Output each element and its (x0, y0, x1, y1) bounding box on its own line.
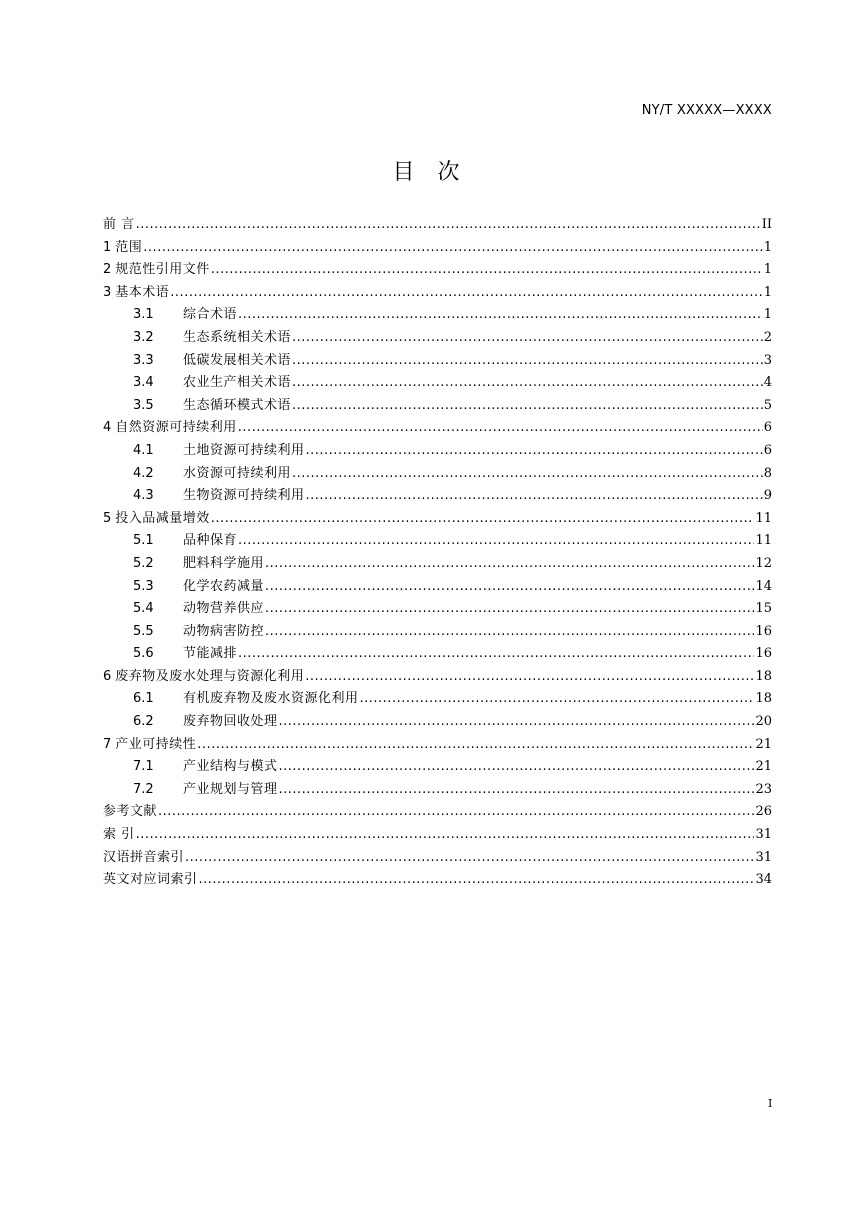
toc-entry[interactable] (103, 847, 772, 870)
toc-entry[interactable] (103, 259, 772, 282)
toc-entry-number: 1 (103, 239, 112, 255)
toc-entry-number: 6 (103, 668, 112, 684)
toc-entry-page: 3 (763, 352, 772, 368)
dot-leader (292, 350, 763, 373)
toc-entry-label: 低碳发展相关术语 (183, 352, 292, 368)
dot-leader (211, 508, 755, 531)
dot-leader (143, 237, 762, 260)
toc-entry[interactable] (103, 508, 772, 531)
toc-entry-page: 1 (763, 284, 772, 300)
toc-entry-number: 7 (103, 736, 112, 752)
table-of-contents (103, 214, 772, 892)
toc-entry-page: 20 (755, 714, 772, 730)
toc-entry[interactable] (103, 214, 772, 237)
dot-leader (306, 485, 763, 508)
dot-leader (136, 824, 755, 847)
toc-entry-number: 3.5 (133, 397, 154, 413)
toc-entry-number: 2 (103, 262, 112, 278)
dot-leader (306, 440, 763, 463)
toc-entry[interactable] (103, 734, 772, 757)
toc-entry-number: 4 (103, 420, 112, 436)
toc-entry[interactable] (103, 485, 772, 508)
toc-entry-label: 节能减排 (183, 646, 238, 662)
toc-entry-number: 4.3 (133, 488, 154, 504)
toc-entry-label: 生态系统相关术语 (183, 329, 292, 345)
toc-entry-page: 16 (755, 646, 772, 662)
toc-entry-number: 6.1 (133, 691, 154, 707)
toc-entry-label: 土地资源可持续利用 (183, 442, 305, 458)
toc-entry-page: 6 (763, 420, 772, 436)
toc-entry-page: 5 (763, 397, 772, 413)
toc-entry-number: 5.2 (133, 555, 154, 571)
toc-entry-label: 规范性引用文件 (115, 262, 210, 278)
dot-leader (197, 734, 754, 757)
toc-entry[interactable] (103, 688, 772, 711)
toc-entry-label: 投入品减量增效 (115, 510, 210, 526)
toc-entry-number: 5 (103, 510, 112, 526)
toc-entry[interactable] (103, 327, 772, 350)
toc-entry[interactable] (103, 463, 772, 486)
toc-entry-page: 21 (755, 736, 772, 752)
toc-entry-label: 产业结构与模式 (183, 759, 278, 775)
toc-entry-number: 6.2 (133, 714, 154, 730)
dot-leader (265, 621, 754, 644)
toc-entry-page: 11 (755, 510, 772, 526)
toc-entry-number: 5.6 (133, 646, 154, 662)
dot-leader (238, 417, 763, 440)
toc-entry[interactable] (103, 666, 772, 689)
toc-entry-label: 动物病害防控 (183, 623, 265, 639)
toc-entry[interactable] (103, 621, 772, 644)
toc-entry-label: 生物资源可持续利用 (183, 488, 305, 504)
toc-entry-label: 肥料科学施用 (183, 555, 265, 571)
toc-entry[interactable] (103, 576, 772, 599)
dot-leader (199, 869, 755, 892)
toc-entry-page: 31 (755, 849, 772, 865)
dot-leader (238, 304, 763, 327)
toc-entry-page: 12 (755, 555, 772, 571)
toc-entry[interactable] (103, 824, 772, 847)
toc-entry-number: 5.1 (133, 533, 154, 549)
dot-leader (170, 282, 762, 305)
toc-entry-number: 7.2 (133, 781, 154, 797)
dot-leader (185, 847, 754, 870)
toc-entry-page: 26 (755, 804, 772, 820)
toc-entry[interactable] (103, 417, 772, 440)
toc-entry-page: 8 (763, 465, 772, 481)
toc-entry-label: 索 引 (103, 827, 135, 843)
toc-entry[interactable] (103, 530, 772, 553)
toc-entry[interactable] (103, 553, 772, 576)
toc-entry-page: 6 (763, 442, 772, 458)
toc-entry[interactable] (103, 779, 772, 802)
toc-entry[interactable] (103, 643, 772, 666)
toc-entry-page: 15 (755, 601, 772, 617)
toc-entry-page: 9 (763, 488, 772, 504)
page-number: I (768, 1097, 773, 1110)
toc-entry-page: 1 (763, 262, 772, 278)
dot-leader (238, 643, 754, 666)
toc-entry-page: 1 (763, 307, 772, 323)
dot-leader (265, 576, 754, 599)
dot-leader (279, 711, 755, 734)
toc-entry[interactable] (103, 869, 772, 892)
toc-entry-number: 5.4 (133, 601, 154, 617)
toc-entry-page: 34 (755, 872, 772, 888)
toc-entry[interactable] (103, 440, 772, 463)
dot-leader (292, 372, 763, 395)
toc-entry-number: 5.5 (133, 623, 154, 639)
toc-entry[interactable] (103, 237, 772, 260)
toc-entry-page: 21 (755, 759, 772, 775)
toc-entry-label: 水资源可持续利用 (183, 465, 292, 481)
dot-leader (158, 801, 754, 824)
dot-leader (292, 395, 763, 418)
dot-leader (279, 756, 755, 779)
dot-leader (279, 779, 755, 802)
toc-entry-label: 产业可持续性 (115, 736, 197, 752)
toc-entry-label: 废弃物回收处理 (183, 714, 278, 730)
toc-entry-page: 18 (755, 668, 772, 684)
toc-entry-label: 前 言 (103, 217, 135, 232)
toc-entry-number: 7.1 (133, 759, 154, 775)
toc-entry-page: 16 (755, 623, 772, 639)
toc-entry-page: 4 (763, 375, 772, 391)
toc-entry[interactable] (103, 350, 772, 373)
standard-code: NY/T XXXXX—XXXX (641, 103, 772, 118)
toc-entry-label: 基本术语 (115, 284, 170, 300)
toc-entry-label: 农业生产相关术语 (183, 375, 292, 391)
toc-entry[interactable] (103, 711, 772, 734)
toc-entry[interactable] (103, 304, 772, 327)
toc-entry-label: 汉语拼音索引 (103, 849, 185, 865)
toc-entry-number: 3 (103, 284, 112, 300)
toc-entry-label: 废弃物及废水处理与资源化利用 (115, 668, 305, 684)
toc-entry-page: 11 (755, 533, 772, 549)
toc-entry-label: 范围 (115, 239, 143, 255)
toc-entry[interactable] (103, 282, 772, 305)
dot-leader (265, 553, 754, 576)
toc-entry-label: 综合术语 (183, 307, 238, 323)
toc-entry-number: 3.2 (133, 329, 154, 345)
toc-entry-page: 23 (755, 781, 772, 797)
toc-entry-label: 产业规划与管理 (183, 781, 278, 797)
toc-entry-number: 4.2 (133, 465, 154, 481)
toc-entry-page: 1 (763, 239, 772, 255)
toc-entry[interactable] (103, 598, 772, 621)
toc-entry-page: 14 (755, 578, 772, 594)
dot-leader (211, 259, 763, 282)
toc-entry-label: 参考文献 (103, 804, 158, 820)
dot-leader (292, 463, 763, 486)
toc-entry-page: II (761, 217, 772, 232)
toc-entry-label: 动物营养供应 (183, 601, 265, 617)
toc-entry-page: 31 (755, 827, 772, 843)
toc-entry[interactable] (103, 372, 772, 395)
toc-entry-number: 4.1 (133, 442, 154, 458)
toc-entry[interactable] (103, 756, 772, 779)
toc-entry-number: 3.1 (133, 307, 154, 323)
dot-leader (360, 688, 755, 711)
dot-leader (305, 666, 754, 689)
dot-leader (238, 530, 754, 553)
toc-entry-label: 自然资源可持续利用 (115, 420, 237, 436)
toc-entry[interactable] (103, 801, 772, 824)
toc-entry-page: 2 (763, 329, 772, 345)
toc-entry-number: 5.3 (133, 578, 154, 594)
toc-entry-label: 英文对应词索引 (103, 872, 198, 888)
toc-entry-label: 有机废弃物及废水资源化利用 (183, 691, 359, 707)
dot-leader (292, 327, 763, 350)
toc-entry-number: 3.4 (133, 375, 154, 391)
toc-entry-label: 品种保育 (183, 533, 238, 549)
toc-title: 目 次 (392, 160, 468, 185)
dot-leader (136, 214, 761, 237)
dot-leader (265, 598, 754, 621)
toc-entry[interactable] (103, 395, 772, 418)
toc-entry-page: 18 (755, 691, 772, 707)
toc-entry-number: 3.3 (133, 352, 154, 368)
toc-entry-label: 生态循环模式术语 (183, 397, 292, 413)
toc-entry-label: 化学农药减量 (183, 578, 265, 594)
